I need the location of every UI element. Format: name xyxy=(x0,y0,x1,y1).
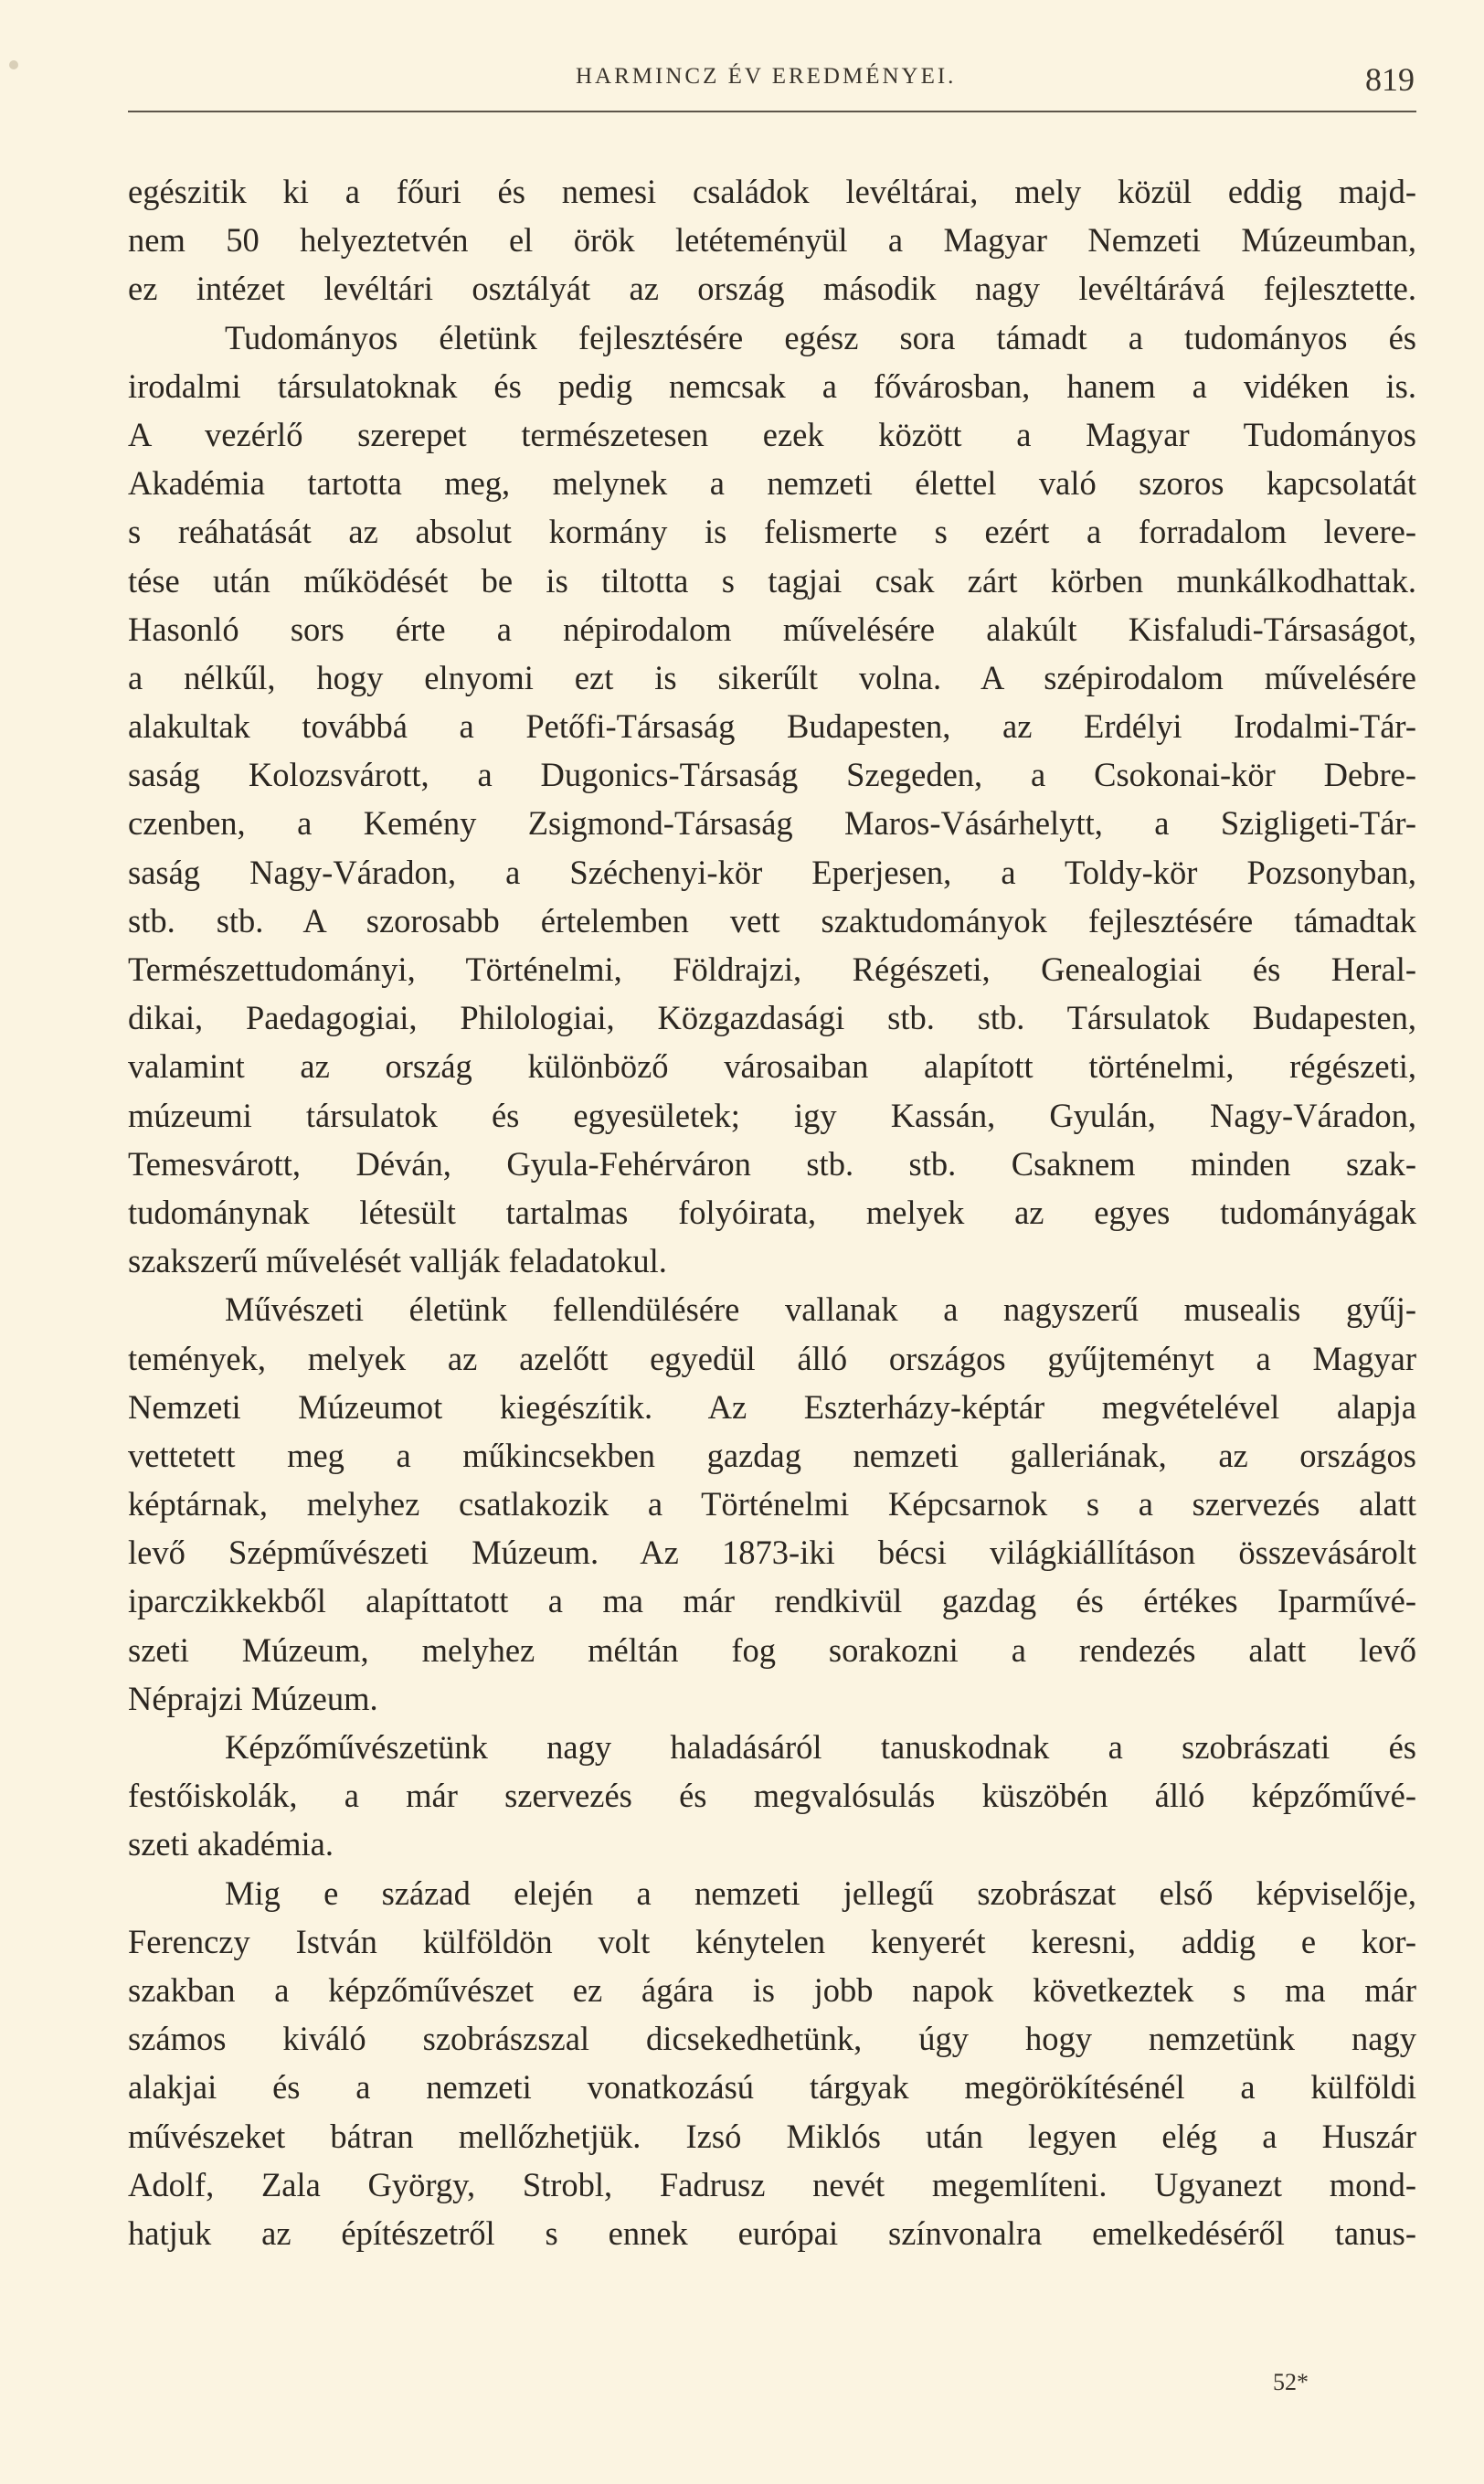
text-line: Hasonló sors érte a népirodalom művelésére alakúlt Kisfaludi-Társaságot, xyxy=(128,610,1416,648)
text-line: valamint az ország különböző városaiban alapított történelmi, régészeti, xyxy=(128,1047,1416,1086)
text-line: s reáhatását az absolut kormány is felismerte s ezért a forradalom levere- xyxy=(128,513,1416,551)
text-line: Akadémia tartotta meg, melynek a nemzeti élettel való szoros kapcsolatát xyxy=(128,464,1416,503)
text-line: múzeumi társulatok és egyesületek; igy Kassán, Gyulán, Nagy-Váradon, xyxy=(128,1096,1416,1134)
page-number: 819 xyxy=(1365,61,1415,98)
header-rule xyxy=(128,111,1416,112)
text-line: saság Nagy-Váradon, a Széchenyi-kör Eperjesen, a Toldy-kör Pozsonyban, xyxy=(128,853,1416,891)
text-line: nem 50 helyeztetvén el örök letéteményül a Magyar Nemzeti Múzeumban, xyxy=(128,221,1416,260)
text-line: képtárnak, melyhez csatlakozik a Történelmi Képcsarnok s a szervezés alatt xyxy=(128,1485,1416,1523)
text-line: Temesvárott, Déván, Gyula-Fehérváron stb. stb. Csaknem minden szak- xyxy=(128,1144,1416,1183)
running-head: HARMINCZ ÉV EREDMÉNYEI. xyxy=(576,64,957,89)
text-line: stb. stb. A szorosabb értelemben vett szaktudományok fejlesztésére támadtak xyxy=(128,901,1416,939)
signature-mark: 52* xyxy=(1273,2369,1309,2395)
text-line: szeti akadémia. xyxy=(128,1825,334,1863)
text-line: vettetett meg a műkincsekben gazdag nemzeti galleriának, az országos xyxy=(128,1436,1416,1474)
text-line: czenben, a Kemény Zsigmond-Társaság Maros-Vásárhelytt, a Szigligeti-Tár- xyxy=(128,804,1416,843)
text-line: Adolf, Zala György, Strobl, Fadrusz nevét megemlíteni. Ugyanezt mond- xyxy=(128,2165,1416,2203)
text-line: számos kiváló szobrászszal dicsekedhetünk, úgy hogy nemzetünk nagy xyxy=(128,2020,1416,2058)
text-line: hatjuk az építészetről s ennek európai színvonalra emelkedéséről tanus- xyxy=(128,2213,1416,2252)
body-text xyxy=(128,167,1416,2257)
text-line: alakjai és a nemzeti vonatkozású tárgyak megörökítésénél a külföldi xyxy=(128,2068,1416,2107)
text-line: dikai, Paedagogiai, Philologiai, Közgazdasági stb. stb. Társulatok Budapesten, xyxy=(128,999,1416,1037)
text-line: Ferenczy István külföldön volt kénytelen kenyerét keresni, addig e kor- xyxy=(128,1922,1416,1960)
text-line: Művészeti életünk fellendülésére vallanak a nagyszerű musealis gyűj- xyxy=(225,1290,1416,1329)
text-line: alakultak továbbá a Petőfi-Társaság Budapesten, az Erdélyi Irodalmi-Tár- xyxy=(128,707,1416,746)
text-line: ez intézet levéltári osztályát az ország második nagy levéltárává fejlesztette. xyxy=(128,270,1416,308)
text-line: Nemzeti Múzeumot kiegészítik. Az Eszterházy-képtár megvételével alapja xyxy=(128,1387,1416,1426)
text-line: a nélkűl, hogy elnyomi ezt is sikerűlt volna. A szépirodalom művelésére xyxy=(128,658,1416,696)
text-line: A vezérlő szerepet természetesen ezek között a Magyar Tudományos xyxy=(128,415,1416,453)
text-line: Tudományos életünk fejlesztésére egész sora támadt a tudományos és xyxy=(225,318,1416,356)
text-line: Mig e század elején a nemzeti jellegű szobrászat első képviselője, xyxy=(225,1874,1416,1912)
text-line: művészeket bátran mellőzhetjük. Izsó Miklós után legyen elég a Huszár xyxy=(128,2117,1416,2155)
text-line: levő Szépművészeti Múzeum. Az 1873-iki bécsi világkiállításon összevásárolt xyxy=(128,1534,1416,1572)
text-line: saság Kolozsvárott, a Dugonics-Társaság Szegeden, a Csokonai-kör Debre- xyxy=(128,756,1416,794)
text-line: iparczikkekből alapíttatott a ma már rendkivül gazdag és értékes Iparművé- xyxy=(128,1582,1416,1620)
text-line: egészitik ki a főuri és nemesi családok levéltárai, mely közül eddig majd- xyxy=(128,173,1416,210)
text-line: Természettudományi, Történelmi, Földrajzi, Régészeti, Genealogiai és Heral- xyxy=(128,950,1416,988)
text-line: tése után működését be is tiltotta s tagjai csak zárt körben munkálkodhattak. xyxy=(128,561,1416,600)
page-blemish xyxy=(9,60,18,69)
text-line: temények, melyek az azelőtt egyedül álló országos gyűjteményt a Magyar xyxy=(128,1339,1416,1377)
text-line: Néprajzi Múzeum. xyxy=(128,1679,378,1717)
text-line: Képzőművészetünk nagy haladásáról tanuskodnak a szobrászati és xyxy=(225,1728,1416,1766)
text-line: irodalmi társulatoknak és pedig nemcsak a fővárosban, hanem a vidéken is. xyxy=(128,366,1416,405)
text-line: szeti Múzeum, melyhez méltán fog sorakozni a rendezés alatt levő xyxy=(128,1630,1416,1669)
text-line: tudománynak létesült tartalmas folyóirata, melyek az egyes tudományágak xyxy=(128,1193,1416,1231)
text-line: festőiskolák, a már szervezés és megvalósulás küszöbén álló képzőművé- xyxy=(128,1777,1416,1815)
text-line: szakban a képzőművészet ez ágára is jobb napok következtek s ma már xyxy=(128,1970,1416,2009)
text-line: szakszerű művelését vallják feladatokul. xyxy=(128,1242,667,1280)
